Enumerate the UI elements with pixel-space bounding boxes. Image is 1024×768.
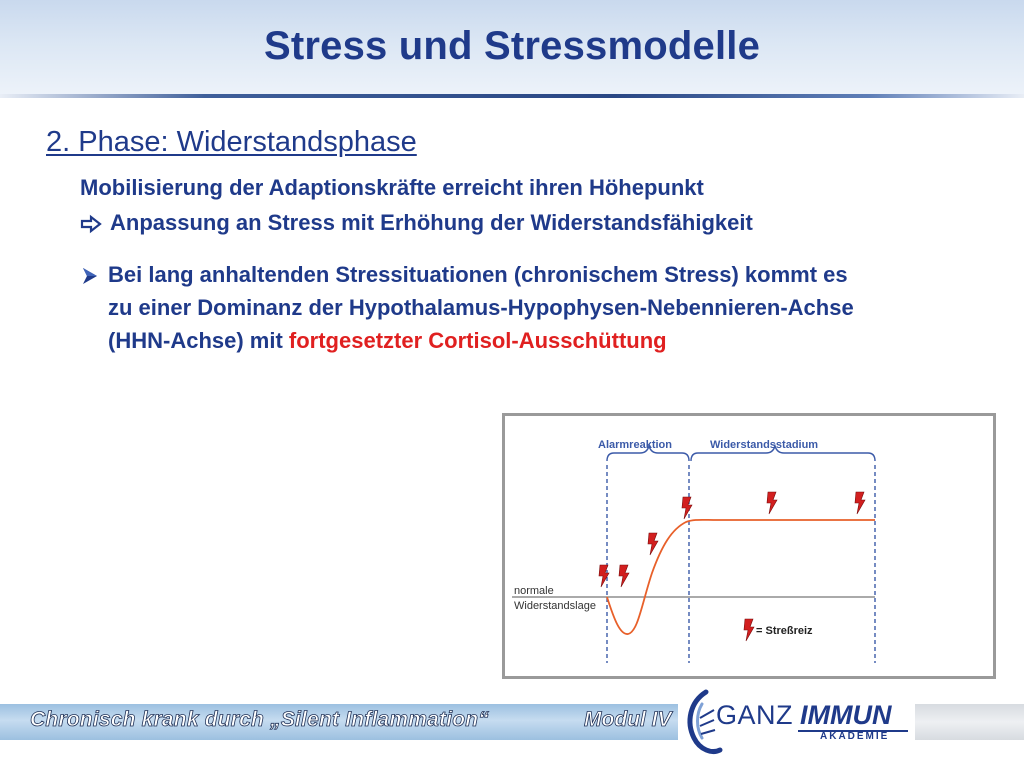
text-mobilisierung: Mobilisierung der Adaptionskräfte erreicht ihren Höhepunkt [80, 175, 704, 200]
bullet-text-line3-prefix: (HHN-Achse) mit [108, 328, 289, 353]
bullet-text-line2: zu einer Dominanz der Hypothalamus-Hypophysen-Nebennieren-Achse [108, 295, 854, 320]
label-widerstandslage: Widerstandslage [514, 600, 596, 612]
footer-band-right [915, 704, 1024, 740]
logo-text-akademie: AKADEMIE [820, 731, 890, 742]
arrow-right-icon [79, 213, 103, 235]
phase-heading: 2. Phase: Widerstandsphase [46, 126, 417, 158]
logo-text-ganz: GANZ [716, 700, 794, 730]
bullet-text-line1: Bei lang anhaltenden Stressituationen (chronischem Stress) kommt es [108, 262, 848, 287]
diagram-frame [504, 415, 995, 678]
cortisol-highlight: fortgesetzter Cortisol-Ausschüttung [288, 328, 667, 353]
stress-diagram [502, 413, 996, 679]
bullet-text-line3 [108, 328, 667, 354]
slide-title: Stress und Stressmodelle [263, 24, 761, 68]
label-normale: normale [514, 585, 554, 597]
label-widerstandsstadium: Widerstandsstadium [710, 439, 819, 451]
legend-label: = Streßreiz [756, 625, 813, 637]
footer-module-label: Modul IV [584, 708, 672, 731]
text-anpassung: Anpassung an Stress mit Erhöhung der Widerstandsfähigkeit [110, 210, 753, 235]
logo-text-immun: IMMUN [800, 700, 892, 730]
arrowhead-bullet-icon [80, 266, 100, 286]
label-alarmreaktion: Alarmreaktion [598, 439, 672, 451]
footer-course-title: Chronisch krank durch „Silent Inflammation“ [30, 708, 490, 731]
